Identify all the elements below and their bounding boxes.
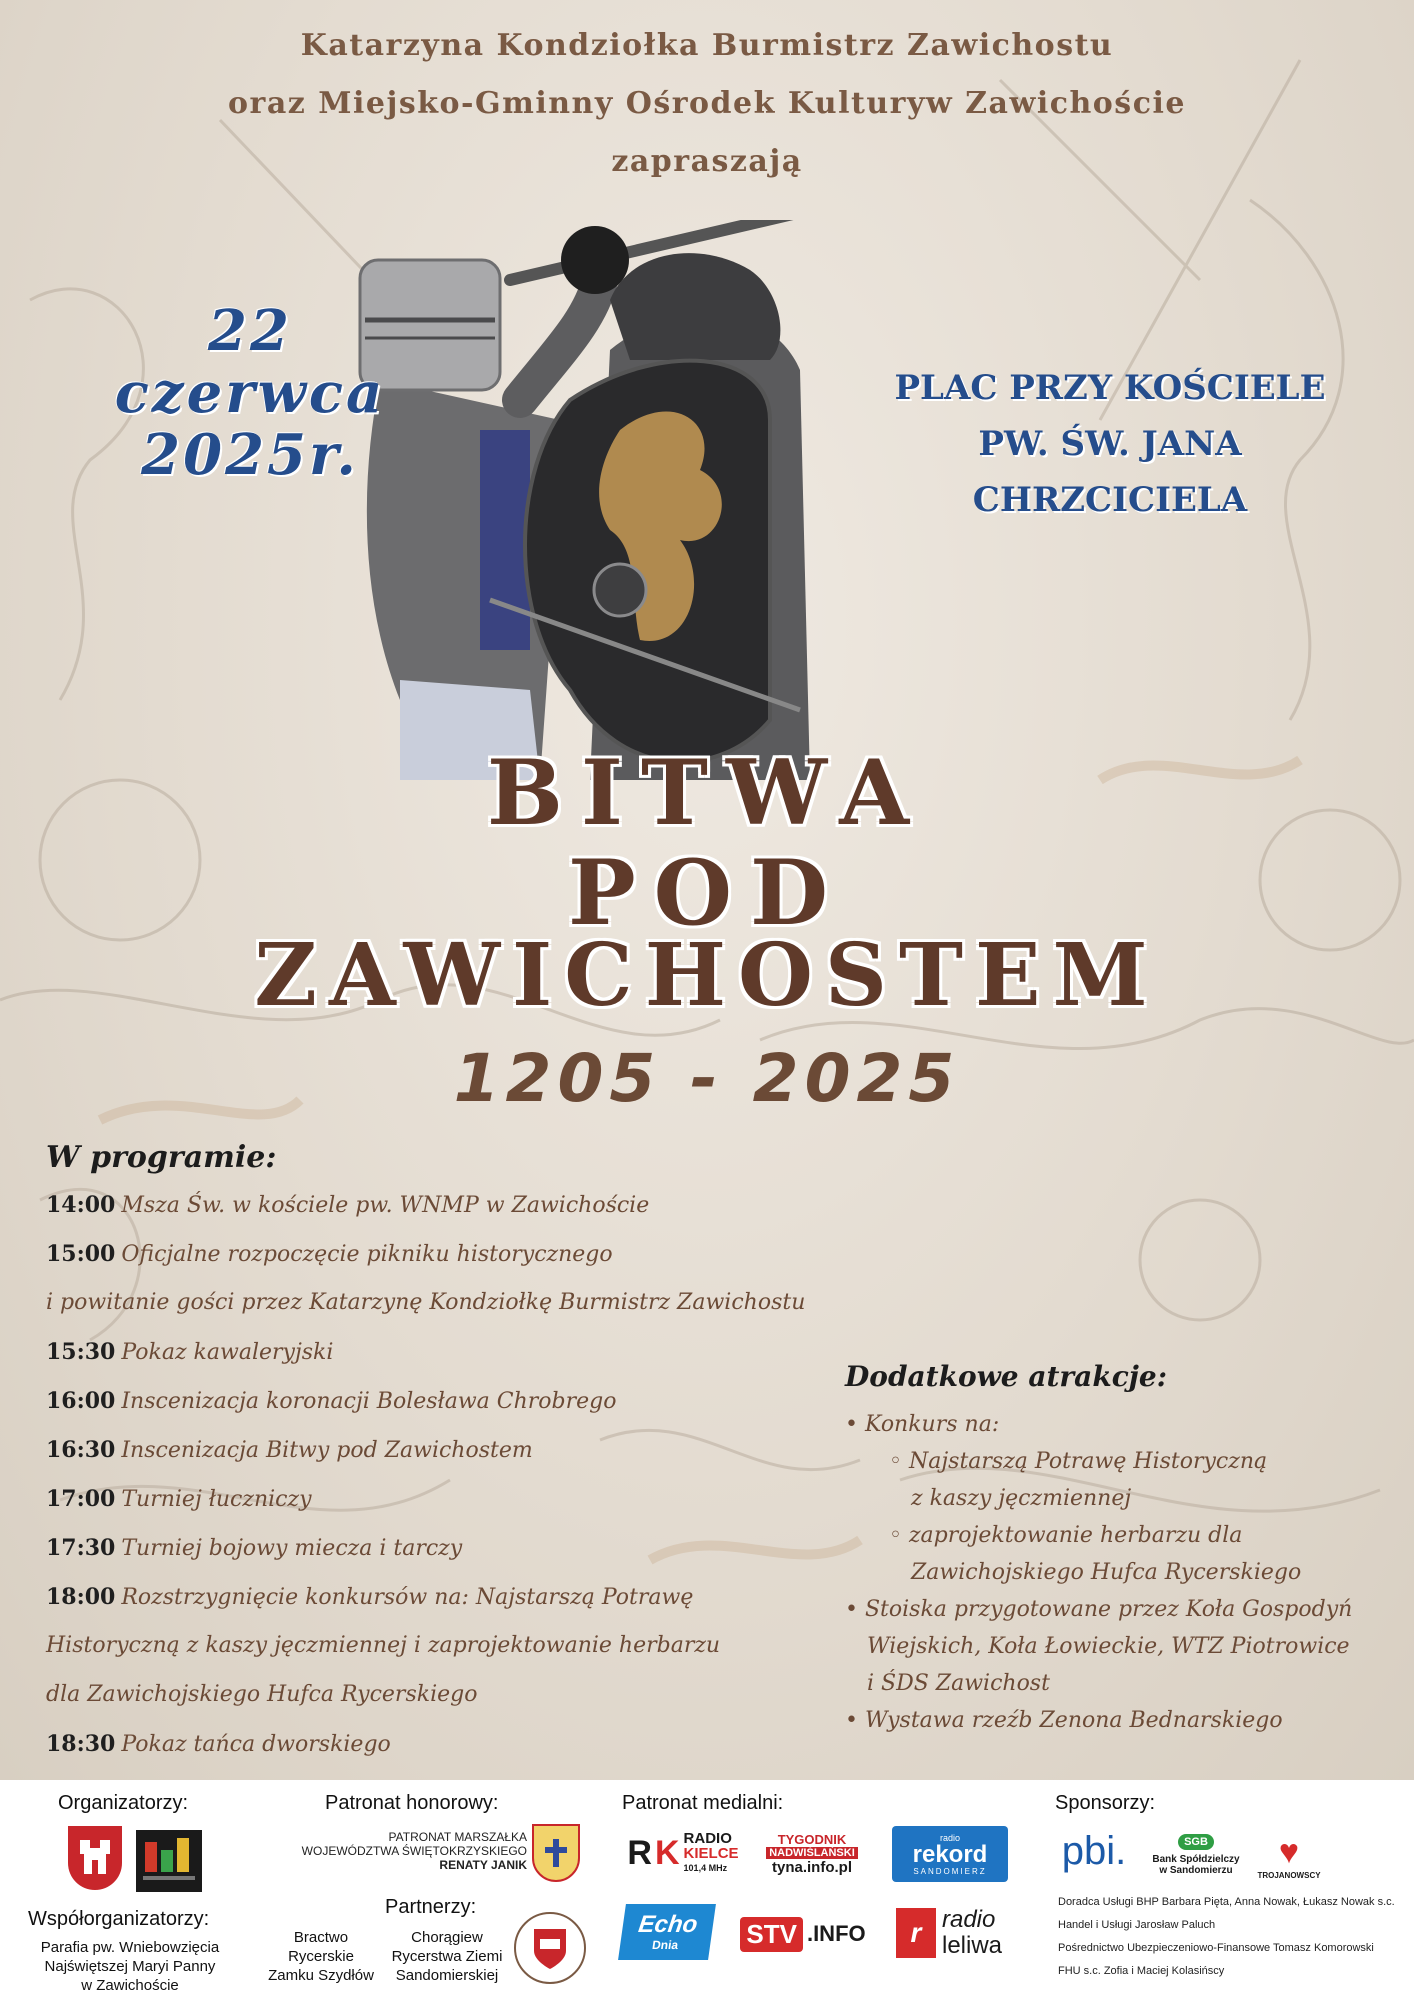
rekord-text-2: rekord <box>912 1840 988 1868</box>
program-item-text: dla Zawichojskiego Hufca Rycerskiego <box>46 1682 478 1707</box>
extras-item: ◦ Najstarszą Potrawę Historyczną <box>889 1449 1268 1474</box>
header-line-1: Katarzyna Kondziołka Burmistrz Zawichostu <box>300 28 1114 63</box>
sgb-bank-logo <box>1142 1820 1250 1890</box>
date-month: czerwca <box>114 360 386 426</box>
extras-item: • Wystawa rzeźb Zenona Bednarskiego <box>845 1708 1283 1733</box>
place-line-2: PW. ŚW. JANA <box>978 424 1242 464</box>
program-item <box>46 1241 613 1267</box>
heart-sponsor-text: TROJANOWSCY <box>1257 1870 1321 1880</box>
coorganizer-line-1: Parafia pw. Wniebowzięcia <box>40 1939 220 1956</box>
tygodnik-text-1: TYGODNIK <box>777 1832 847 1847</box>
sponsor-text-1: Doradca Usługi BHP Barbara Pięta, Anna Nowak, Łukasz Nowak s.c. <box>1058 1896 1395 1908</box>
program-item <box>46 1584 693 1610</box>
extras-item: • Konkurs na: <box>845 1412 1000 1437</box>
program-item-time: 14:00 <box>46 1192 116 1218</box>
program-item-time: 18:30 <box>46 1731 116 1757</box>
radio-kielce-freq: 101,4 MHz <box>683 1862 728 1873</box>
program-item-time: 15:30 <box>46 1339 116 1365</box>
title-years: 1205 - 2025 <box>453 1040 961 1117</box>
sgb-text-1: Bank Spółdzielczy <box>1152 1854 1240 1865</box>
sponsor-text-3: Pośrednictwo Ubezpieczeniowo-Finansowe Tomasz Komorowski <box>1058 1942 1374 1954</box>
header-line-3: zapraszają <box>611 144 803 179</box>
partner-1-line-2: Rycerskie <box>288 1948 354 1965</box>
leliwa-text-1: radio <box>941 1906 996 1933</box>
program-item <box>46 1388 616 1414</box>
program-item <box>46 1535 462 1561</box>
partner-1 <box>262 1928 380 1985</box>
event-date <box>90 300 410 486</box>
tygodnik-text-2: NADWIŚLAŃSKI <box>766 1847 858 1859</box>
tygodnik-text-3: tyna.info.pl <box>772 1859 852 1876</box>
program-item-text: Inscenizacja Bitwy pod Zawichostem <box>121 1438 533 1463</box>
coorganizer-line-2: Najświętszej Maryi Panny <box>44 1958 216 1975</box>
program-item-time: 16:30 <box>46 1437 116 1463</box>
partner-1-line-1: Bractwo <box>293 1929 349 1946</box>
echo-text-2: Dnia <box>651 1938 680 1952</box>
extras-heading: Dodatkowe atrakcje: <box>845 1360 1168 1393</box>
program-item <box>46 1731 391 1757</box>
leliwa-text-2: leliwa <box>941 1932 1003 1959</box>
honorary-text-1: PATRONAT MARSZAŁKA <box>388 1830 527 1844</box>
program-item-time: 15:00 <box>46 1241 116 1267</box>
program-item <box>46 1682 477 1707</box>
program-item <box>46 1437 533 1463</box>
honorary-label: Patronat honorowy: <box>325 1792 499 1814</box>
program-item-text: Msza Św. w kościele pw. WNMP w Zawichoście <box>121 1193 650 1218</box>
stv-info-logo <box>728 1912 878 1956</box>
program-item <box>46 1192 649 1218</box>
program-item-time: 16:00 <box>46 1388 116 1414</box>
sponsor-text-4: FHU s.c. Zofia i Maciej Kolasińscy <box>1058 1965 1225 1977</box>
coorganizer-line-3: w Zawichoście <box>81 1977 179 1994</box>
radio-kielce-logo: R K RADIO KIELCE 101,4 MHz <box>622 1830 744 1876</box>
radio-kielce-text-2: KIELCE <box>683 1844 739 1862</box>
title-line-3: ZAWICHOSTEM <box>254 925 1160 1026</box>
program-item-text: i powitanie gości przez Katarzynę Kondziołkę Burmistrz Zawichostu <box>46 1290 806 1315</box>
radio-rekord-logo <box>892 1826 1008 1882</box>
partner-1-line-3: Zamku Szydłów <box>268 1967 374 1984</box>
date-year: 2025r. <box>141 422 359 488</box>
header-line-2: oraz Miejsko-Gminny Ośrodek Kulturyw Zawichoście <box>228 86 1186 121</box>
program-item-text: Turniej łuczniczy <box>121 1487 312 1512</box>
media-label: Patronat medialni: <box>622 1792 784 1814</box>
extras-item: • Stoiska przygotowane przez Koła Gospodyń <box>845 1597 1353 1622</box>
program-item-text: Turniej bojowy miecza i tarczy <box>121 1536 463 1561</box>
tygodnik-nadwislanski-logo <box>760 1830 864 1878</box>
program-item-text: Historyczną z kaszy jęczmiennej i zaprojektowanie herbarzu <box>46 1633 721 1658</box>
partner-2-line-1: Chorągiew <box>411 1929 483 1946</box>
honorary-text-3: RENATY JANIK <box>439 1858 527 1872</box>
honorary-text-2: WOJEWÓDZTWA ŚWIĘTOKRZYSKIEGO <box>301 1844 527 1858</box>
program-item-text: Oficjalne rozpoczęcie pikniku historycznego <box>121 1242 613 1267</box>
program-item-text: Pokaz kawaleryjski <box>121 1340 334 1365</box>
place-line-1: PLAC PRZY KOŚCIELE <box>894 368 1326 408</box>
radio-leliwa-logo: r radio leliwa <box>884 1904 1014 1962</box>
zawichost-coat-of-arms-logo <box>68 1826 122 1890</box>
sgb-text: SGB <box>1178 1834 1214 1850</box>
rekord-text-3: SANDOMIERZ <box>913 1866 987 1876</box>
extras-item: i ŚDS Zawichost <box>867 1671 1050 1696</box>
trojanowscy-logo: ♥ TROJANOWSCY <box>1257 1832 1321 1880</box>
program-item <box>46 1290 805 1315</box>
pbi-logo: pbi. <box>1061 1828 1127 1873</box>
stv-text-2: .INFO <box>806 1921 866 1946</box>
sgb-text-2: w Sandomierzu <box>1159 1865 1233 1876</box>
partners-label: Partnerzy: <box>385 1896 477 1918</box>
program-item-text: Rozstrzygnięcie konkursów na: Najstarszą Potrawę <box>121 1585 694 1610</box>
partner-2 <box>380 1928 514 1985</box>
coorganizer-text <box>20 1938 240 1995</box>
extras-item: Wiejskich, Koła Łowieckie, WTZ Piotrowice <box>867 1634 1350 1659</box>
program-item-time: 17:00 <box>46 1486 116 1512</box>
program-item <box>46 1486 312 1512</box>
footer-sponsors <box>0 1780 1414 2000</box>
date-day: 22 <box>208 298 292 364</box>
program-item <box>46 1339 333 1365</box>
event-place <box>870 360 1350 528</box>
echo-text-1: Echo <box>636 1911 700 1938</box>
radio-kielce-text-1: RADIO <box>683 1829 732 1847</box>
partner-2-line-2: Rycerstwa Ziemi <box>391 1948 503 1965</box>
organizers-label: Organizatorzy: <box>58 1792 189 1814</box>
title-line-2: POD <box>567 840 847 946</box>
coorganizers-label: Współorganizatorzy: <box>28 1908 210 1930</box>
sponsors-label: Sponsorzy: <box>1055 1792 1156 1814</box>
rekord-text-1: radio <box>939 1832 960 1843</box>
mgok-logo <box>136 1830 202 1892</box>
chorągiew-seal-logo <box>514 1912 586 1984</box>
extras-item: z kaszy jęczmiennej <box>911 1486 1132 1511</box>
echo-dnia-logo <box>618 1904 716 1960</box>
sponsor-text-2: Handel i Usługi Jarosław Paluch <box>1058 1919 1216 1931</box>
swietokrzyskie-coat-of-arms-logo <box>532 1824 580 1882</box>
title-line-1: BITWA <box>486 740 928 846</box>
program-item-time: 18:00 <box>46 1584 116 1610</box>
extras-item: Zawichojskiego Hufca Rycerskiego <box>911 1560 1302 1585</box>
partner-2-line-3: Sandomierskiej <box>395 1967 499 1984</box>
extras-item: ◦ zaprojektowanie herbarzu dla <box>889 1523 1243 1548</box>
stv-text-1: STV <box>740 1917 803 1952</box>
program-heading: W programie: <box>46 1140 277 1175</box>
program-item-time: 17:30 <box>46 1535 116 1561</box>
program-item-text: Pokaz tańca dworskiego <box>121 1732 391 1757</box>
place-line-3: CHRZCICIELA <box>972 480 1248 520</box>
program-item <box>46 1633 720 1658</box>
program-item-text: Inscenizacja koronacji Bolesława Chrobrego <box>121 1389 617 1414</box>
